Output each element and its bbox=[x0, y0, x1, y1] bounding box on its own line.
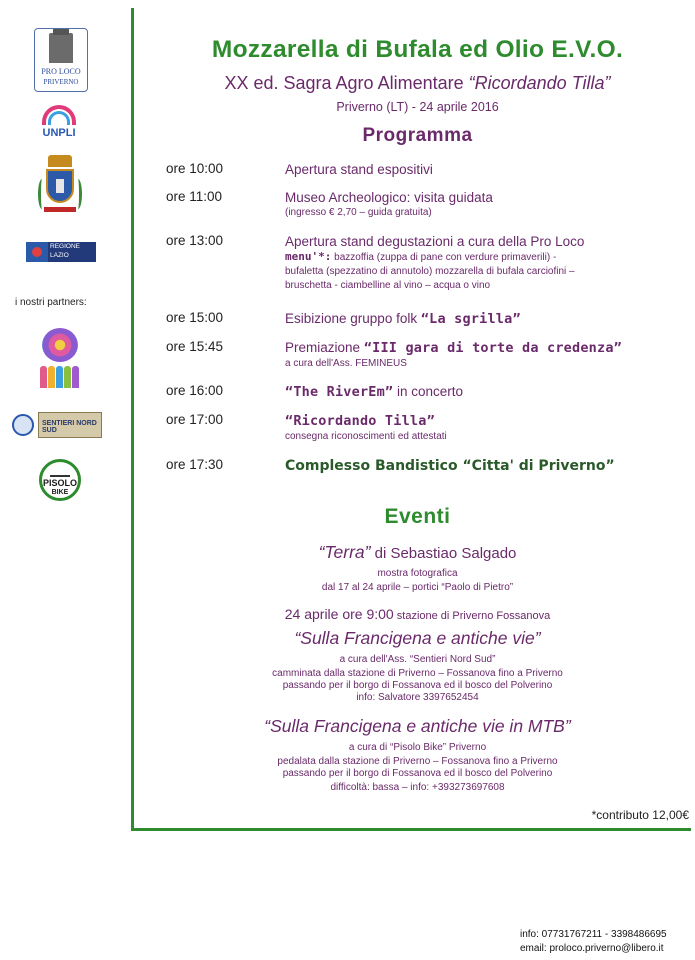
regione-emblem-icon bbox=[26, 242, 48, 262]
schedule-time: ore 17:30 bbox=[166, 457, 224, 472]
schedule-text: Museo Archeologico: visita guidata bbox=[285, 190, 493, 205]
schedule-time: ore 15:00 bbox=[166, 310, 224, 325]
schedule-desc bbox=[285, 310, 685, 328]
subtitle-text: XX ed. Sagra Agro Alimentare bbox=[224, 73, 464, 93]
schedule-highlight: “The RiverEm” bbox=[285, 384, 394, 400]
regione-lazio-logo bbox=[24, 240, 96, 264]
horizontal-divider bbox=[131, 828, 691, 831]
proloco-logo-town: PRIVERNO bbox=[43, 78, 79, 86]
partners-label: i nostri partners: bbox=[15, 297, 87, 308]
event-walk-when bbox=[140, 606, 695, 622]
bike-icon bbox=[50, 467, 70, 477]
schedule-time: ore 15:45 bbox=[166, 339, 224, 354]
schedule-highlight: “Ricordando Tilla” bbox=[285, 413, 435, 429]
event-terra-type: mostra fotografica bbox=[377, 568, 458, 579]
femineus-logo bbox=[38, 328, 82, 392]
schedule-desc bbox=[285, 339, 685, 371]
regione-logo-text-2: LAZIO bbox=[50, 252, 69, 259]
subtitle-italic: “Ricordando Tilla” bbox=[468, 73, 611, 93]
programma-title: Programma bbox=[362, 125, 473, 146]
event-walk-route-2: passando per il borgo di Fossanova ed il bosco del Polverino bbox=[282, 680, 553, 691]
pisolo-bike-logo bbox=[39, 459, 81, 501]
schedule-text: Esibizione gruppo folk bbox=[285, 311, 418, 326]
schedule-sub: consegna riconoscimenti ed attestati bbox=[285, 431, 447, 442]
schedule-desc bbox=[285, 457, 685, 475]
pisolo-logo-text-2: BIKE bbox=[51, 489, 69, 496]
event-mtb-info: difficoltà: bassa – info: +393273697608 bbox=[330, 782, 505, 793]
page-title: Mozzarella di Bufala ed Olio E.V.O. bbox=[211, 36, 624, 63]
event-mtb-route-2: passando per il borgo di Fossanova ed il bosco del Polverino bbox=[282, 768, 553, 779]
building-icon bbox=[49, 33, 73, 63]
schedule-sub: a cura dell'Ass. FEMINEUS bbox=[285, 358, 407, 369]
unpli-logo-text: UNPLI bbox=[42, 127, 76, 139]
compass-icon bbox=[12, 414, 34, 436]
event-terra-name: “Terra” bbox=[318, 542, 371, 562]
event-mtb-route: pedalata dalla stazione di Priverno – Fossanova fino a Priverno bbox=[277, 756, 558, 767]
event-date: Priverno (LT) - 24 aprile 2016 bbox=[336, 100, 499, 114]
schedule-highlight: “La sgrilla” bbox=[420, 311, 521, 327]
eventi-title: Eventi bbox=[384, 505, 451, 528]
menu-line bbox=[285, 250, 685, 265]
event-mtb-title: “Sulla Francigena e antiche vie in MTB” bbox=[264, 716, 571, 736]
schedule-sub: (ingresso € 2,70 – guida gratuita) bbox=[285, 207, 432, 218]
comune-coat-of-arms bbox=[38, 155, 82, 217]
menu-line: bruschetta - ciambelline al vino – acqua o vino bbox=[285, 280, 491, 291]
sentieri-logo-text: SENTIERI NORD SUD bbox=[42, 420, 97, 434]
event-walk-route: camminata dalla stazione di Priverno – Fossanova fino a Priverno bbox=[272, 668, 563, 679]
event-terra-author: di Sebastiao Salgado bbox=[370, 545, 517, 562]
schedule-text: in concerto bbox=[393, 384, 464, 399]
schedule-highlight: “III gara di torte da credenza” bbox=[363, 340, 622, 356]
event-terra-dates: dal 17 al 24 aprile – portici “Paolo di Pietro” bbox=[321, 582, 514, 593]
schedule-desc bbox=[285, 233, 685, 293]
pisolo-logo-text: PISOLO bbox=[42, 478, 77, 488]
event-terra-title bbox=[140, 542, 695, 563]
schedule-desc bbox=[285, 161, 685, 178]
menu-text: bazzoffia (zuppa di pane con verdure primaverili) - bbox=[331, 252, 557, 263]
page-subtitle bbox=[140, 73, 695, 94]
schedule-time: ore 13:00 bbox=[166, 233, 224, 248]
schedule-time: ore 10:00 bbox=[166, 161, 224, 176]
schedule-highlight: Complesso Bandistico “Citta' di Priverno” bbox=[285, 458, 615, 474]
schedule-text: Apertura stand espositivi bbox=[285, 162, 433, 177]
event-walk-place: stazione di Priverno Fossanova bbox=[393, 610, 551, 622]
contact-email: email: proloco.priverno@libero.it bbox=[520, 943, 664, 954]
sentieri-nord-sud-logo bbox=[12, 410, 102, 440]
flower-icon bbox=[42, 328, 78, 362]
contact-phone: info: 07731767211 - 3398486695 bbox=[520, 929, 667, 940]
regione-logo-text: REGIONE bbox=[50, 243, 80, 250]
schedule-time: ore 16:00 bbox=[166, 383, 224, 398]
contact-info bbox=[520, 928, 667, 956]
event-walk-organizer: a cura dell'Ass. “Sentieri Nord Sud” bbox=[339, 654, 496, 665]
event-walk-info: info: Salvatore 3397652454 bbox=[356, 692, 479, 703]
shield-icon bbox=[46, 169, 74, 203]
schedule-time: ore 17:00 bbox=[166, 412, 224, 427]
schedule-text: Premiazione bbox=[285, 340, 361, 355]
schedule-desc bbox=[285, 383, 685, 401]
sidebar bbox=[0, 0, 130, 960]
event-mtb-organizer: a cura di “Pisolo Bike” Priverno bbox=[348, 742, 487, 753]
menu-label: menu'*: bbox=[285, 250, 332, 263]
menu-line: bufaletta (spezzatino di annutolo) mozzarella di bufala carciofini – bbox=[285, 266, 575, 277]
schedule-desc bbox=[285, 189, 685, 220]
event-walk-time: 24 aprile ore 9:00 bbox=[284, 606, 394, 622]
proloco-logo-text: PRO LOCO bbox=[41, 67, 81, 76]
proloco-logo bbox=[34, 28, 88, 92]
schedule-text: Apertura stand degustazioni a cura della Pro Loco bbox=[285, 234, 585, 249]
crown-icon bbox=[48, 155, 72, 167]
schedule-time: ore 11:00 bbox=[166, 189, 223, 204]
contribution-note: *contributo 12,00€ bbox=[591, 808, 689, 822]
unpli-logo bbox=[36, 105, 82, 145]
event-walk-title: “Sulla Francigena e antiche vie” bbox=[294, 628, 541, 648]
vertical-divider bbox=[131, 8, 134, 830]
schedule-desc bbox=[285, 412, 685, 444]
